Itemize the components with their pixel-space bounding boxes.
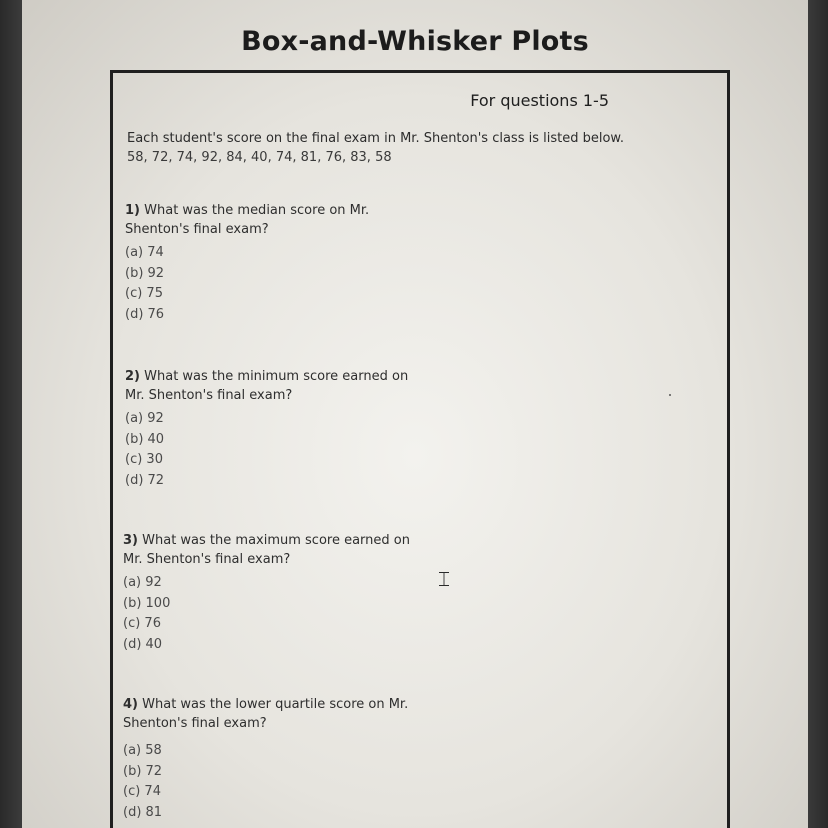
choice-d: (d) 72 [125, 472, 165, 488]
questions-range-label: For questions 1-5 [470, 91, 609, 110]
choice-b: (b) 40 [125, 431, 165, 447]
choice-b: (b) 100 [123, 595, 171, 611]
answer-choices [123, 741, 503, 823]
dust-speck [669, 394, 671, 396]
question-text: What was the lower quartile score on Mr. [142, 697, 409, 712]
intro-text [127, 129, 624, 167]
question-text-continued: Shenton's final exam? [125, 222, 269, 237]
answer-choices [125, 409, 485, 491]
choice-c: (c) 76 [123, 616, 161, 631]
question-4-prompt [123, 695, 503, 714]
question-text-continued: Mr. Shenton's final exam? [125, 388, 293, 403]
page-title: Box-and-Whisker Plots [241, 26, 589, 57]
question-text-continued: Mr. Shenton's final exam? [123, 552, 291, 567]
question-4 [123, 695, 503, 823]
question-number: 1) [125, 203, 140, 218]
question-3-prompt [123, 531, 483, 550]
choice-a: (a) 74 [125, 245, 164, 260]
question-text: What was the maximum score earned on [142, 533, 410, 548]
choice-c: (c) 30 [125, 452, 163, 467]
question-text: What was the median score on Mr. [144, 203, 370, 218]
choice-b: (b) 92 [125, 265, 165, 281]
choice-a: (a) 92 [123, 575, 162, 590]
question-number: 4) [123, 697, 138, 712]
question-2 [125, 367, 485, 491]
choice-b: (b) 72 [123, 763, 163, 779]
question-2-prompt [125, 367, 485, 386]
intro-line: Each student's score on the final exam in Mr. Shenton's class is listed below. [127, 131, 624, 146]
question-text-continued: Shenton's final exam? [123, 716, 267, 731]
question-box [110, 70, 730, 828]
choice-d: (d) 81 [123, 804, 163, 820]
choice-a: (a) 92 [125, 411, 164, 426]
answer-choices [123, 573, 483, 655]
question-1-prompt [125, 201, 485, 220]
question-number: 3) [123, 533, 138, 548]
question-1 [125, 201, 485, 325]
choice-d: (d) 40 [123, 636, 163, 652]
question-text: What was the minimum score earned on [144, 369, 409, 384]
choice-c: (c) 74 [123, 784, 161, 799]
text-cursor-icon: ⌶ [438, 567, 450, 591]
question-number: 2) [125, 369, 140, 384]
score-list: 58, 72, 74, 92, 84, 40, 74, 81, 76, 83, 58 [127, 150, 392, 165]
question-3 [123, 531, 483, 655]
choice-d: (d) 76 [125, 306, 165, 322]
worksheet-page [22, 0, 808, 828]
answer-choices [125, 243, 485, 325]
choice-c: (c) 75 [125, 286, 163, 301]
choice-a: (a) 58 [123, 743, 162, 758]
